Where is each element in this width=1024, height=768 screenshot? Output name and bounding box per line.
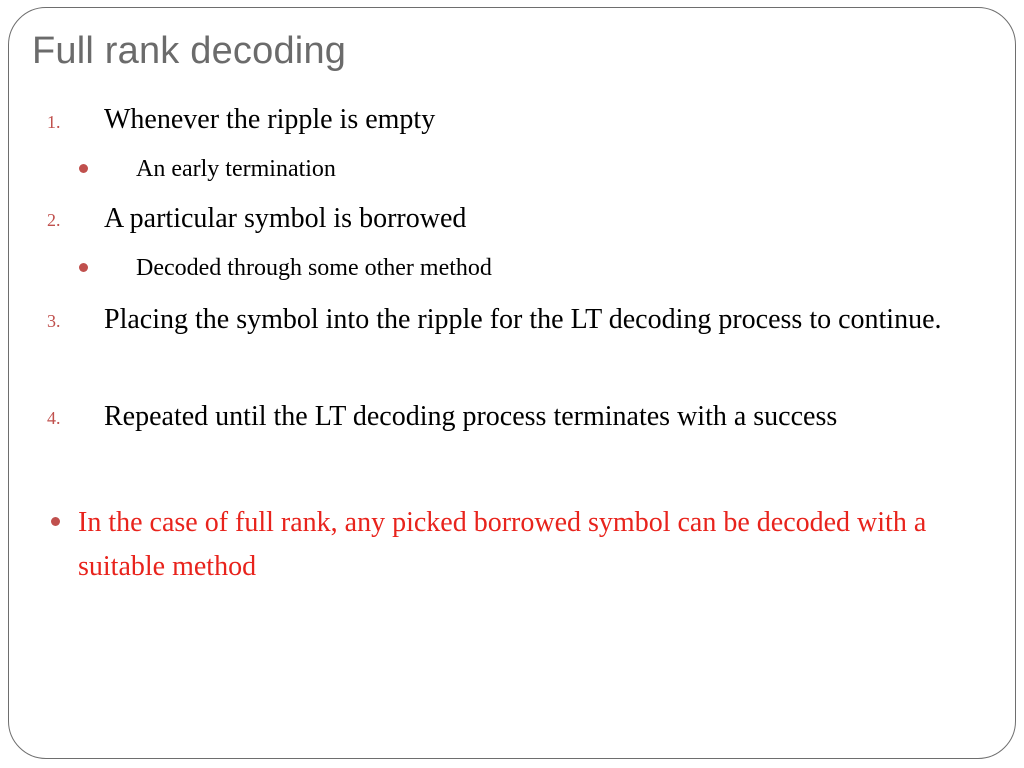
list-item-4-text: Repeated until the LT decoding process terminates with a success [104,401,838,432]
list-number-1: 1. [47,112,61,132]
list-item-1-text: Whenever the ripple is empty [104,104,436,135]
slide-title: Full rank decoding [32,30,347,72]
bullet-dot-icon [79,164,88,173]
list-number-2: 2. [47,210,61,230]
list-item-2-text: A particular symbol is borrowed [104,203,467,234]
highlight-note: In the case of full rank, any picked borrowed symbol can be decoded with a suitable method [78,507,927,582]
list-item-3-text: Placing the symbol into the ripple for the LT decoding process to continue. [104,304,942,335]
bullet-dot-icon [79,263,88,272]
sub-item-1-text: An early termination [136,156,336,182]
sub-item-2-text: Decoded through some other method [136,255,492,281]
list-number-3: 3. [47,311,61,331]
list-number-4: 4. [47,408,61,428]
note-bullet-icon [51,517,60,526]
